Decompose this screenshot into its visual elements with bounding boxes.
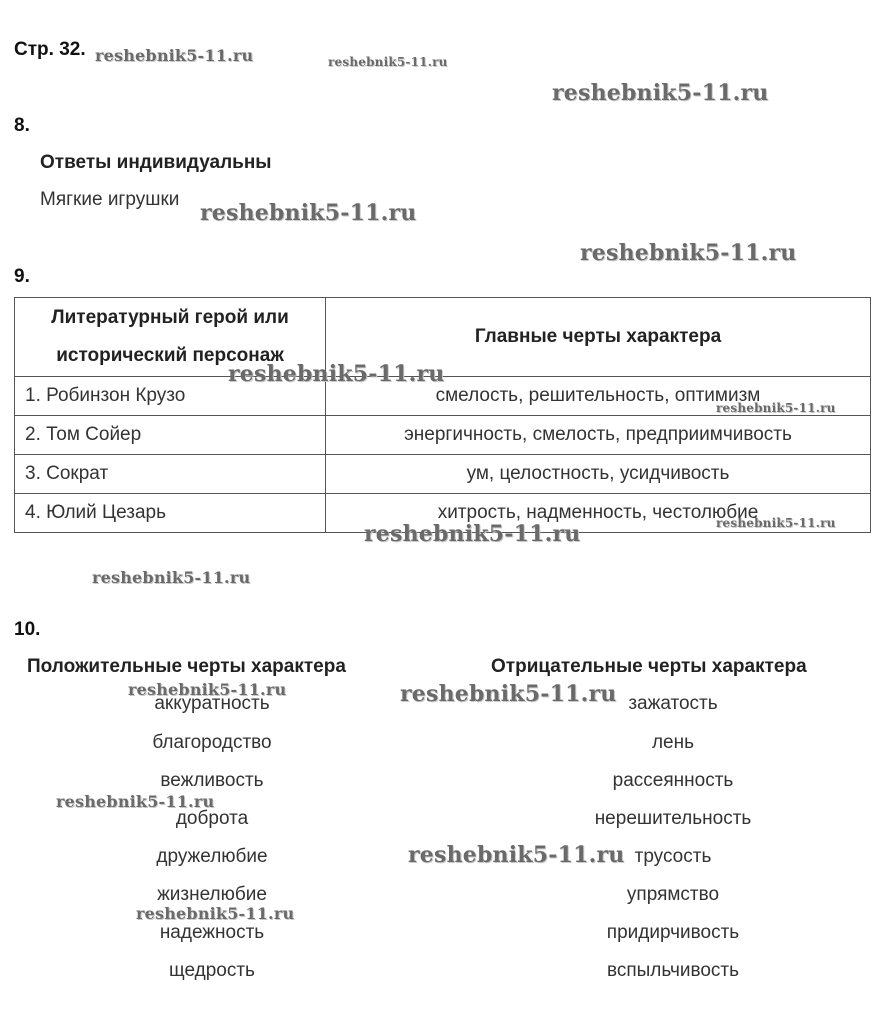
character-table: [14, 297, 871, 533]
positive-traits-title: Положительные черты характера: [27, 656, 346, 677]
task-8-heading: Ответы индивидуальны: [40, 152, 272, 173]
watermark: reshebnik5-11.ru: [552, 80, 769, 106]
positive-trait-item: благородство: [152, 732, 272, 753]
cell-traits: энергичность, смелость, предприимчивость: [326, 416, 871, 455]
positive-trait-item: щедрость: [169, 960, 255, 981]
negative-trait-item: придирчивость: [606, 922, 740, 943]
watermark: reshebnik5-11.ru: [328, 55, 448, 69]
page-title: Стр. 32.: [14, 39, 86, 60]
watermark: reshebnik5-11.ru: [136, 904, 295, 923]
negative-trait-item: зажатость: [628, 693, 718, 714]
cell-hero: 4. Юлий Цезарь: [15, 494, 326, 533]
watermark: reshebnik5-11.ru: [200, 200, 417, 226]
table-row: [15, 416, 871, 455]
negative-trait-item: трусость: [634, 846, 712, 867]
watermark: reshebnik5-11.ru: [408, 842, 625, 868]
watermark: reshebnik5-11.ru: [716, 516, 836, 530]
positive-trait-item: надежность: [159, 922, 265, 943]
task-8-answer: Мягкие игрушки: [40, 189, 180, 210]
watermark: reshebnik5-11.ru: [95, 46, 254, 65]
positive-trait-item: доброта: [175, 808, 249, 829]
watermark: reshebnik5-11.ru: [716, 401, 836, 415]
table-row: [15, 455, 871, 494]
positive-trait-item: вежливость: [160, 770, 264, 791]
watermark: reshebnik5-11.ru: [580, 240, 797, 266]
cell-hero: 3. Сократ: [15, 455, 326, 494]
task-9-number: 9.: [14, 266, 30, 287]
negative-traits-title: Отрицательные черты характера: [491, 656, 807, 677]
cell-traits: ум, целостность, усидчивость: [326, 455, 871, 494]
watermark: reshebnik5-11.ru: [128, 680, 287, 699]
header-hero: Литературный герой или исторический персонаж: [15, 298, 326, 377]
positive-trait-item: аккуратность: [154, 693, 270, 714]
cell-traits: хитрость, надменность, честолюбие: [326, 494, 871, 533]
negative-trait-item: упрямство: [626, 884, 720, 905]
positive-trait-item: дружелюбие: [156, 846, 268, 867]
task-8-number: 8.: [14, 115, 30, 136]
watermark: reshebnik5-11.ru: [56, 792, 215, 811]
negative-trait-item: нерешительность: [594, 808, 752, 829]
negative-trait-item: вспыльчивость: [606, 960, 740, 981]
cell-hero: 2. Том Сойер: [15, 416, 326, 455]
negative-trait-item: рассеянность: [612, 770, 734, 791]
watermark: reshebnik5-11.ru: [92, 568, 251, 587]
cell-traits: смелость, решительность, оптимизм: [326, 377, 871, 416]
watermark: reshebnik5-11.ru: [364, 521, 581, 547]
task-10-number: 10.: [14, 619, 41, 640]
watermark: reshebnik5-11.ru: [228, 361, 445, 387]
positive-trait-item: жизнелюбие: [157, 884, 267, 905]
header-traits: Главные черты характера: [326, 298, 871, 377]
watermark: reshebnik5-11.ru: [400, 681, 617, 707]
negative-trait-item: лень: [651, 732, 695, 753]
cell-hero: 1. Робинзон Крузо: [15, 377, 326, 416]
